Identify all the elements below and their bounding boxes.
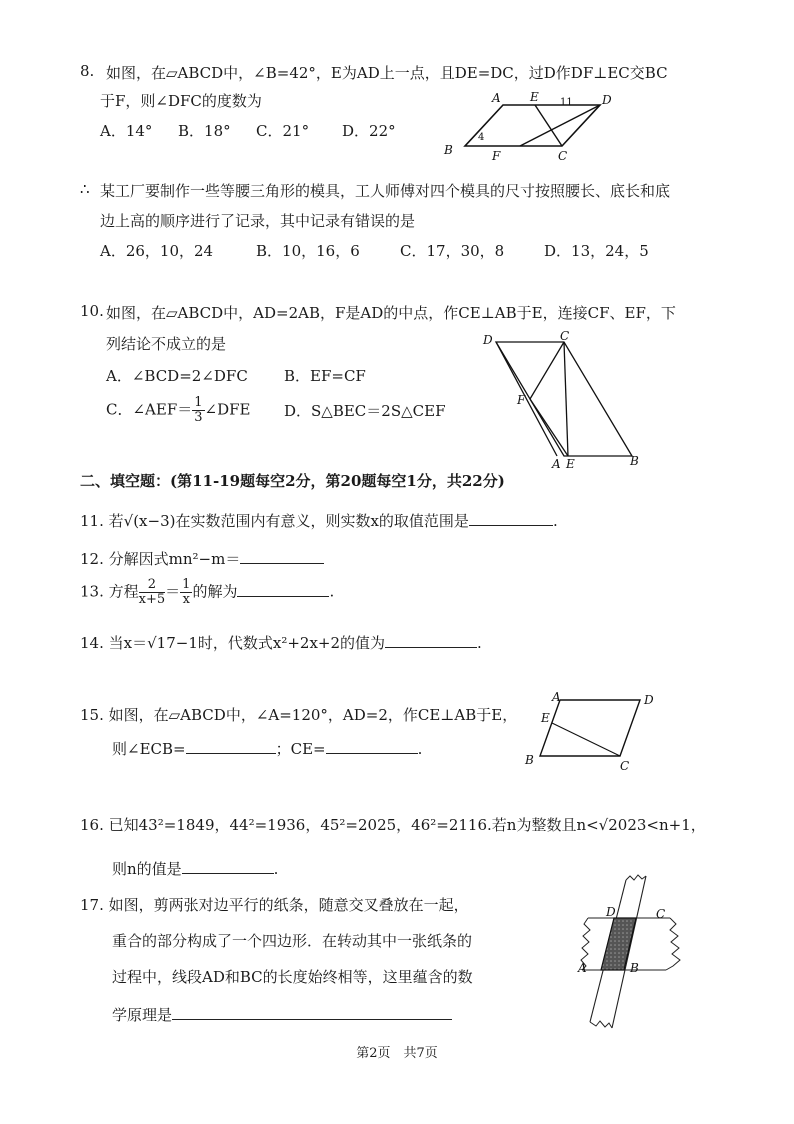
q8-angle-mark-1: 11 — [560, 97, 573, 108]
q15-number: 15. — [80, 706, 104, 724]
q17-label-b: B — [630, 961, 639, 975]
q10-label-d: D — [483, 333, 493, 347]
q16-line2 — [112, 858, 278, 879]
q13-left-denominator: x+5 — [138, 592, 166, 607]
q8-angle-mark-2: 4 — [478, 132, 485, 143]
q10-option-c-prefix: C．∠AEF＝ — [106, 400, 193, 419]
q8-stem-line2: 于F，则∠DFC的度数为 — [100, 92, 262, 110]
q15-label-b: B — [525, 753, 534, 767]
q15-ecb-label: 则∠ECB= — [112, 740, 186, 758]
q10-figure — [480, 329, 650, 472]
q11-end: . — [552, 512, 558, 530]
q10-option-c-numerator: 1 — [194, 395, 203, 410]
q16-prompt: 则n的值是 — [112, 860, 182, 878]
q12-text: 分解因式mn²−m＝ — [108, 550, 241, 568]
q9-stem-line2: 边上高的顺序进行了记录，其中记录有错误的是 — [100, 212, 416, 230]
q10-option-c-suffix: ∠DFE — [204, 400, 251, 419]
q10-option-c-denominator: 3 — [194, 410, 203, 425]
q8-option-b: B．18° — [178, 122, 231, 140]
q13-equals: ＝ — [165, 582, 181, 601]
q15-label-e: E — [541, 711, 550, 725]
q8-number: 8. — [80, 62, 95, 80]
q10-stem-line1: 如图，在▱ABCD中，AD=2AB，F是AD的中点，作CE⊥AB于E，连接CF、EF，下 — [106, 304, 676, 322]
q8-label-c: C — [558, 149, 568, 163]
q17-text-4: 学原理是 — [112, 1006, 173, 1024]
q16-end: . — [273, 860, 279, 878]
q13-line — [80, 578, 334, 607]
q12-line — [80, 548, 324, 569]
q9-option-d: D．13，24，5 — [544, 242, 649, 260]
q10-number: 10. — [80, 302, 104, 320]
q10-option-c — [106, 396, 250, 425]
q11-text: 若√(x−3)在实数范围内有意义，则实数x的取值范围是 — [108, 512, 469, 530]
q14-text: 当x＝√17−1时，代数式x²+2x+2的值为 — [108, 634, 386, 652]
q17-line1 — [80, 894, 469, 915]
q11-line — [80, 510, 558, 531]
q12-answer-blank[interactable] — [240, 549, 324, 564]
q13-answer-blank[interactable] — [237, 582, 329, 597]
q8-figure — [440, 88, 620, 168]
q17-text-3: 过程中，线段AD和BC的长度始终相等，这里蕴含的数 — [112, 968, 473, 986]
q11-number: 11. — [80, 512, 104, 530]
q11-answer-blank[interactable] — [469, 511, 553, 526]
q8-option-a: A．14° — [100, 122, 153, 140]
q10-option-d: D．S△BEC＝2S△CEF — [284, 402, 446, 420]
q13-post: 的解为 — [192, 582, 238, 601]
q16-number: 16. — [80, 816, 104, 834]
q10-label-b: B — [630, 454, 639, 468]
q10-label-c: C — [560, 329, 570, 343]
q15-line2 — [112, 738, 422, 759]
q10-option-a: A．∠BCD=2∠DFC — [106, 367, 248, 385]
q8-option-c: C．21° — [256, 122, 310, 140]
q15-ce-label: ；CE= — [275, 740, 326, 758]
q15-end: . — [417, 740, 423, 758]
q9-stem-line1: 某工厂要制作一些等腰三角形的模具，工人师傅对四个模具的尺寸按照腰长、底长和底 — [100, 182, 671, 200]
q16-line1 — [80, 814, 706, 835]
q14-number: 14. — [80, 634, 104, 652]
q16-text: 已知43²=1849，44²=1936，45²=2025，46²=2116.若n为整数且n<√2023<n+1， — [108, 816, 706, 834]
q9-option-c: C．17，30，8 — [400, 242, 505, 260]
section-2-title: 二、填空题：(第11-19题每空2分，第20题每空1分，共22分) — [80, 472, 505, 490]
q9-option-b: B．10，16，6 — [256, 242, 360, 260]
q9-number: ∴ — [80, 180, 90, 198]
q13-left-numerator: 2 — [139, 578, 166, 593]
q15-text: 如图，在▱ABCD中，∠A=120°，AD=2，作CE⊥AB于E， — [108, 706, 518, 724]
q8-label-b: B — [444, 143, 453, 157]
q15-line1 — [80, 704, 517, 725]
q8-label-f: F — [492, 149, 501, 163]
q13-pre: 方程 — [108, 582, 139, 601]
q10-label-a: A — [552, 457, 561, 471]
q17-line4 — [112, 1004, 452, 1025]
q14-line — [80, 632, 482, 653]
q17-text-1: 如图，剪两张对边平行的纸条，随意交叉叠放在一起， — [108, 896, 469, 914]
q17-label-d: D — [606, 905, 616, 919]
q10-option-b: B．EF=CF — [284, 367, 366, 385]
q15-label-d: D — [644, 693, 654, 707]
q13-fraction-left — [139, 578, 166, 607]
q10-label-f: F — [517, 393, 526, 407]
q13-fraction-right — [180, 578, 192, 607]
q15-label-a: A — [552, 690, 561, 704]
q12-number: 12. — [80, 550, 104, 568]
q17-text-2: 重合的部分构成了一个四边形．在转动其中一张纸条的 — [112, 932, 473, 950]
q17-answer-blank[interactable] — [172, 1005, 452, 1020]
q13-end: . — [329, 582, 335, 601]
page-footer: 第2页 共7页 — [356, 1046, 438, 1061]
q17-label-a: A — [578, 961, 587, 975]
q17-label-c: C — [656, 907, 666, 921]
q13-number: 13. — [80, 582, 104, 601]
q16-answer-blank[interactable] — [182, 859, 274, 874]
q13-right-numerator: 1 — [182, 577, 191, 592]
q15-ecb-answer-blank[interactable] — [186, 739, 276, 754]
q9-option-a: A．26，10，24 — [100, 242, 214, 260]
q8-stem-line1: 如图，在▱ABCD中，∠B=42°，E为AD上一点，且DE=DC，过D作DF⊥EC交BC — [106, 64, 668, 82]
q10-stem-line2: 列结论不成立的是 — [106, 335, 227, 353]
q15-ce-answer-blank[interactable] — [326, 739, 418, 754]
q15-label-c: C — [620, 759, 630, 773]
q14-answer-blank[interactable] — [385, 633, 477, 648]
q17-number: 17. — [80, 896, 104, 914]
q10-label-e: E — [566, 457, 575, 471]
q10-option-c-fraction — [192, 396, 204, 425]
q8-option-d: D．22° — [342, 122, 396, 140]
q15-figure — [522, 690, 672, 776]
q8-label-a: A — [492, 91, 501, 105]
q13-right-denominator: x — [182, 592, 190, 607]
q17-figure — [570, 872, 700, 1032]
q8-label-d: D — [602, 93, 612, 107]
q14-end: . — [477, 634, 482, 652]
q8-label-e: E — [530, 90, 539, 104]
